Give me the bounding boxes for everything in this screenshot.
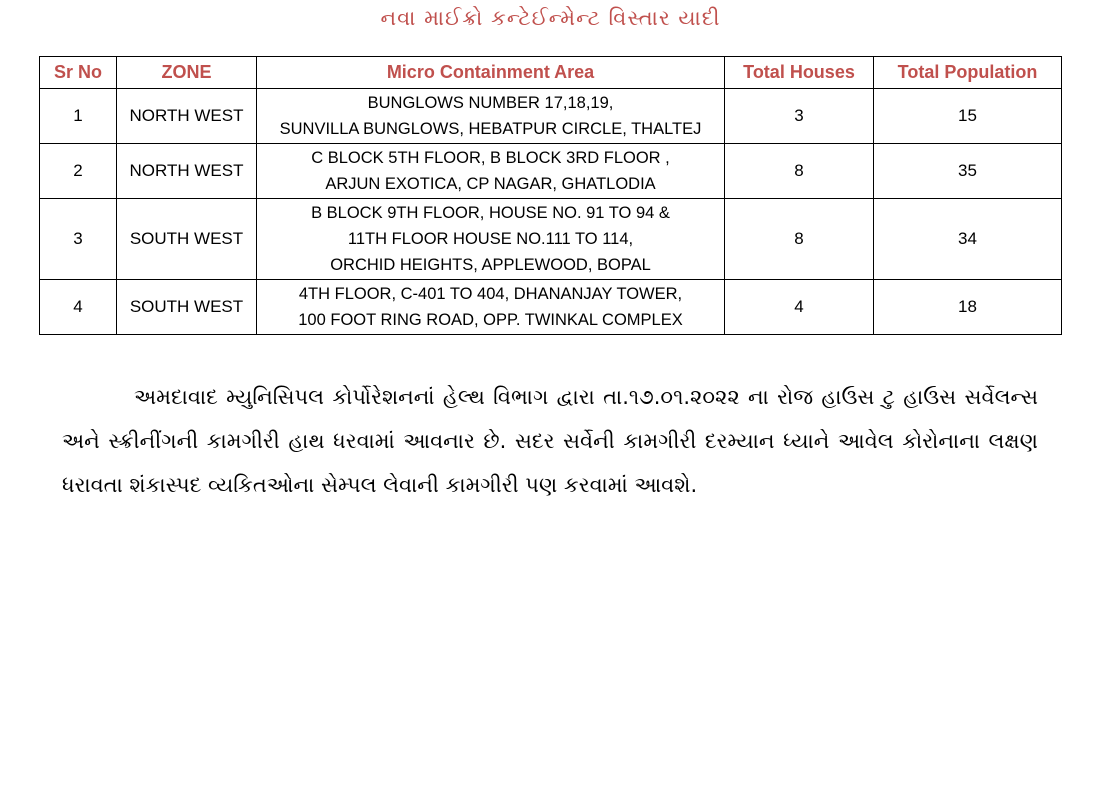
cell-sr-no: 3	[40, 199, 117, 280]
area-line: SUNVILLA BUNGLOWS, HEBATPUR CIRCLE, THALTEJ	[279, 120, 702, 138]
cell-area	[257, 280, 725, 335]
table-row	[40, 144, 1062, 199]
area-line: B BLOCK 9TH FLOOR, HOUSE NO. 91 TO 94 &	[311, 204, 670, 222]
area-line: ORCHID HEIGHTS, APPLEWOOD, BOPAL	[330, 256, 651, 274]
cell-sr-no: 4	[40, 280, 117, 335]
containment-table	[39, 56, 1062, 335]
table-row	[40, 199, 1062, 280]
area-line: ARJUN EXOTICA, CP NAGAR, GHATLODIA	[325, 175, 656, 193]
cell-population: 35	[874, 144, 1062, 199]
header-total-population: Total Population	[874, 57, 1062, 89]
area-line: 4TH FLOOR, C-401 TO 404, DHANANJAY TOWER,	[298, 285, 683, 303]
header-area: Micro Containment Area	[257, 57, 725, 89]
announcement-paragraph: અમદાવાદ મ્યુનિસિપલ કોર્પોરેશનનાં હેલ્થ વિભાગ દ્વારા તા.૧૭.૦૧.૨૦૨૨ ના રોજ હાઉસ ટુ હાઉસ સર્વેલન્સ અને સ્ક્રીનીંગની કામગીરી હાથ ધરવામાં આવનાર છે. સદર સર્વેની કામગીરી દરમ્યાન ધ્યાને આવેલ કોરોનાના લક્ષણ ધરાવતા શંકાસ્પદ વ્યકિતઓના સેમ્પલ લેવાની કામગીરી પણ કરવામાં આવશે.	[62, 385, 1038, 497]
table-row	[40, 89, 1062, 144]
cell-population: 18	[874, 280, 1062, 335]
cell-zone: SOUTH WEST	[117, 280, 257, 335]
table-header-row	[40, 57, 1062, 89]
cell-sr-no: 1	[40, 89, 117, 144]
area-line: 100 FOOT RING ROAD, OPP. TWINKAL COMPLEX	[298, 311, 683, 329]
header-sr-no: Sr No	[40, 57, 117, 89]
cell-zone: NORTH WEST	[117, 89, 257, 144]
cell-area	[257, 89, 725, 144]
area-line: 11TH FLOOR HOUSE NO.111 TO 114,	[347, 230, 634, 248]
cell-sr-no: 2	[40, 144, 117, 199]
cell-houses: 8	[725, 144, 874, 199]
cell-zone: SOUTH WEST	[117, 199, 257, 280]
page-title: નવા માઈક્રો કન્ટેઈન્મેન્ટ વિસ્તાર યાદી	[380, 6, 721, 30]
area-line: BUNGLOWS NUMBER 17,18,19,	[367, 94, 614, 112]
cell-houses: 8	[725, 199, 874, 280]
header-zone: ZONE	[117, 57, 257, 89]
table-row	[40, 280, 1062, 335]
cell-population: 15	[874, 89, 1062, 144]
area-line: C BLOCK 5TH FLOOR, B BLOCK 3RD FLOOR ,	[311, 149, 670, 167]
cell-houses: 3	[725, 89, 874, 144]
cell-houses: 4	[725, 280, 874, 335]
cell-area	[257, 199, 725, 280]
header-total-houses: Total Houses	[725, 57, 874, 89]
cell-zone: NORTH WEST	[117, 144, 257, 199]
cell-area	[257, 144, 725, 199]
cell-population: 34	[874, 199, 1062, 280]
